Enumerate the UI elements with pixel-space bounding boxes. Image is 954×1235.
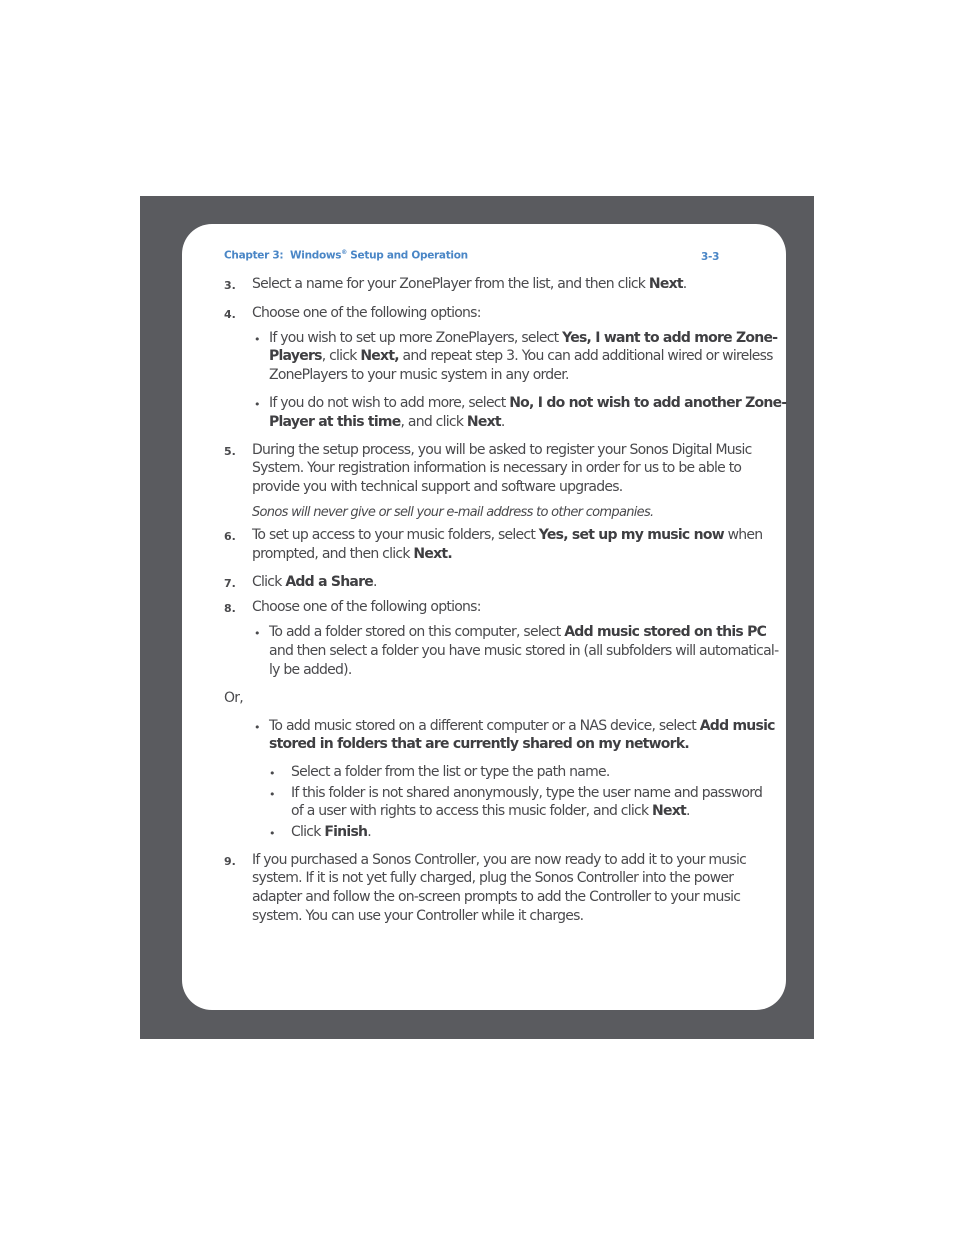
- sub-bullet-icon: •: [269, 767, 276, 780]
- step-6-line-2: prompted, and then click Next.: [252, 546, 452, 562]
- step-8-bullet-1-line-2: and then select a folder you have music stored in (all subfolders will automatical-: [269, 643, 779, 659]
- step-5-line-1: During the setup process, you will be asked to register your Sonos Digital Music: [252, 442, 752, 458]
- sub-bullet-icon: •: [269, 827, 276, 840]
- step-6-line-1: To set up access to your music folders, select Yes, set up my music now when: [252, 527, 763, 543]
- step-4-bullet-1-line-1: If you wish to set up more ZonePlayers, select Yes, I want to add more Zone-: [269, 330, 778, 346]
- privacy-note: Sonos will never give or sell your e-mail address to other companies.: [252, 505, 654, 520]
- step-7-text: Click Add a Share.: [252, 574, 377, 590]
- step-4-bullet-1-line-2: Players, click Next, and repeat step 3. You can add additional wired or wireless: [269, 348, 773, 364]
- bullet-icon: •: [254, 398, 261, 411]
- sub-bullet-icon: •: [269, 788, 276, 801]
- sub-bullet-3: Click Finish.: [291, 824, 371, 840]
- chapter-title-b: Setup and Operation: [350, 249, 468, 262]
- bullet-icon: •: [254, 627, 261, 640]
- step-9-line-1: If you purchased a Sonos Controller, you are now ready to add it to your music: [252, 852, 747, 868]
- page-number: 3-3: [701, 251, 720, 263]
- step-4-number: 4.: [224, 308, 236, 321]
- step-7-number: 7.: [224, 577, 236, 590]
- step-5-number: 5.: [224, 445, 236, 458]
- step-6-number: 6.: [224, 530, 236, 543]
- step-4-bullet-2-line-2: Player at this time, and click Next.: [269, 414, 505, 430]
- registered-mark: ®: [341, 249, 347, 256]
- step-5-line-3: provide you with technical support and software upgrades.: [252, 479, 623, 495]
- chapter-header: [224, 249, 468, 262]
- step-4-text: Choose one of the following options:: [252, 305, 481, 321]
- step-8-bullet-1-line-1: To add a folder stored on this computer, select Add music stored on this PC: [269, 624, 767, 640]
- or-separator: Or,: [224, 690, 243, 706]
- step-8-bullet-2-line-2: stored in folders that are currently shared on my network.: [269, 736, 689, 752]
- chapter-label: Chapter 3:: [224, 249, 284, 262]
- step-4-bullet-1-line-3: ZonePlayers to your music system in any order.: [269, 367, 569, 383]
- step-9-line-3: adapter and follow the on-screen prompts to add the Controller to your music: [252, 889, 741, 905]
- step-3-text: Select a name for your ZonePlayer from the list, and then click Next.: [252, 276, 687, 292]
- step-8-bullet-1-line-3: ly be added).: [269, 662, 352, 678]
- sub-bullet-1: Select a folder from the list or type the path name.: [291, 764, 610, 780]
- step-9-line-2: system. If it is not yet fully charged, plug the Sonos Controller into the power: [252, 870, 734, 886]
- step-9-line-4: system. You can use your Controller while it charges.: [252, 908, 584, 924]
- step-8-bullet-2-line-1: To add music stored on a different computer or a NAS device, select Add music: [269, 718, 775, 734]
- step-5-line-2: System. Your registration information is necessary in order for us to be able to: [252, 460, 742, 476]
- bullet-icon: •: [254, 333, 261, 346]
- bullet-icon: •: [254, 721, 261, 734]
- step-8-text: Choose one of the following options:: [252, 599, 481, 615]
- step-4-bullet-2-line-1: If you do not wish to add more, select No, I do not wish to add another Zone-: [269, 395, 787, 411]
- sub-bullet-2-line-1: If this folder is not shared anonymously, type the user name and password: [291, 785, 763, 801]
- chapter-title-a: Windows: [289, 249, 342, 262]
- step-8-number: 8.: [224, 602, 236, 615]
- sub-bullet-2-line-2: of a user with rights to access this music folder, and click Next.: [291, 803, 690, 819]
- step-9-number: 9.: [224, 855, 236, 868]
- step-3-number: 3.: [224, 279, 236, 292]
